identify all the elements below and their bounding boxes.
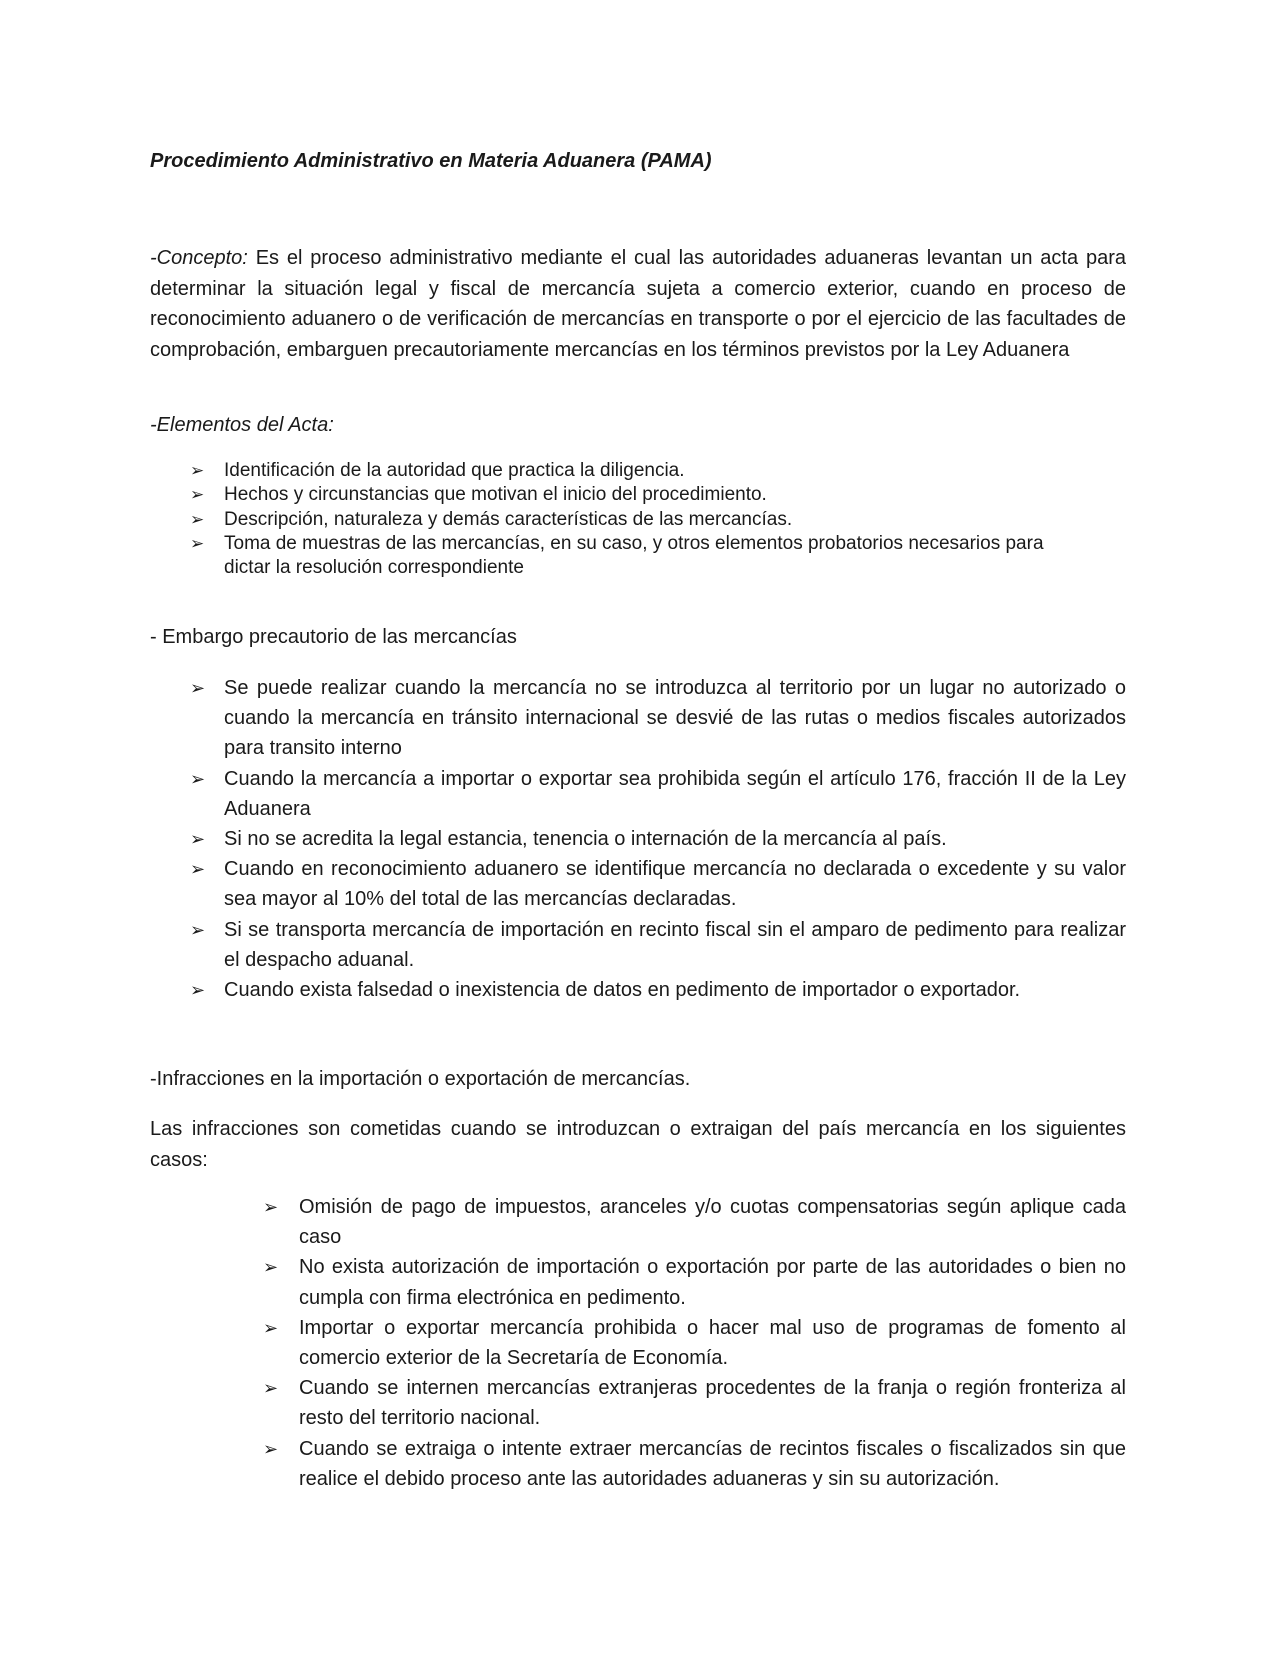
embargo-list xyxy=(190,673,1126,1005)
arrow-bullet-icon: ➢ xyxy=(263,1197,279,1218)
list-item: ➢ No exista autorización de importación o exportación por parte de las autoridades o bien no cumpla con firma electrónica en pedimento. xyxy=(263,1252,1126,1312)
list-item: ➢ Identificación de la autoridad que practica la diligencia. xyxy=(190,459,1090,483)
arrow-bullet-icon: ➢ xyxy=(263,1438,279,1460)
infracciones-intro: Las infracciones son cometidas cuando se introduzcan o extraigan del país mercancía en los siguientes casos: xyxy=(150,1118,1126,1171)
arrow-bullet-icon: ➢ xyxy=(190,768,206,790)
concepto-paragraph xyxy=(150,243,1126,365)
concepto-label: -Concepto: xyxy=(150,247,248,269)
arrow-bullet-icon: ➢ xyxy=(263,1378,279,1400)
arrow-bullet-icon: ➢ xyxy=(190,485,205,506)
list-item: ➢ Omisión de pago de impuestos, aranceles y/o cuotas compensatorias según aplique cada caso xyxy=(263,1192,1126,1252)
elementos-list xyxy=(190,459,1090,580)
arrow-bullet-icon: ➢ xyxy=(190,919,206,941)
list-item: ➢ Cuando en reconocimiento aduanero se identifique mercancía no declarada o excedente y su valor sea mayor al 10% del total de las mercancías declaradas. xyxy=(190,854,1126,914)
embargo-heading: - Embargo precautorio de las mercancías xyxy=(150,626,517,648)
arrow-bullet-icon: ➢ xyxy=(190,533,205,554)
arrow-bullet-icon: ➢ xyxy=(190,859,206,881)
arrow-bullet-icon: ➢ xyxy=(263,1257,279,1279)
list-item: ➢ Cuando la mercancía a importar o exportar sea prohibida según el artículo 176, fracción II de la Ley Aduanera xyxy=(190,764,1126,824)
concepto-text: Es el proceso administrativo mediante el cual las autoridades aduaneras levantan un acta para determinar la situación legal y fiscal de mercancía sujeta a comercio exterior, cuando en proceso de reconocimiento aduanero o de verificación de mercancías en transporte o por el ejercicio de las facultades de comprobación, embarguen precautoriamente mercancías en los términos previstos por la Ley Aduanera xyxy=(150,247,1126,361)
arrow-bullet-icon: ➢ xyxy=(190,980,206,1002)
list-item: ➢ Cuando se extraiga o intente extraer mercancías de recintos fiscales o fiscalizados sin que realice el debido proceso ante las autoridades aduaneras y sin su autorización. xyxy=(263,1434,1126,1494)
list-item: ➢ Toma de muestras de las mercancías, en su caso, y otros elementos probatorios necesarios para dictar la resolución correspondiente xyxy=(190,532,1044,579)
arrow-bullet-icon: ➢ xyxy=(190,461,205,481)
document-title: Procedimiento Administrativo en Materia Aduanera (PAMA) xyxy=(150,150,712,172)
list-item: ➢ Importar o exportar mercancía prohibida o hacer mal uso de programas de fomento al comercio exterior de la Secretaría de Economía. xyxy=(263,1313,1126,1373)
arrow-bullet-icon: ➢ xyxy=(190,509,205,530)
list-item: ➢ Descripción, naturaleza y demás características de las mercancías. xyxy=(190,508,1090,532)
arrow-bullet-icon: ➢ xyxy=(190,678,206,699)
elementos-heading: -Elementos del Acta: xyxy=(150,414,334,436)
list-item: ➢ Hechos y circunstancias que motivan el inicio del procedimiento. xyxy=(190,483,1090,507)
list-item: ➢ Si se transporta mercancía de importación en recinto fiscal sin el amparo de pedimento para realizar el despacho aduanal. xyxy=(190,915,1126,975)
list-item: ➢ Cuando exista falsedad o inexistencia de datos en pedimento de importador o exportador. xyxy=(190,975,1126,1005)
infracciones-heading: -Infracciones en la importación o exportación de mercancías. xyxy=(150,1068,691,1090)
infracciones-list xyxy=(263,1192,1126,1494)
arrow-bullet-icon: ➢ xyxy=(263,1317,279,1339)
list-item: ➢ Si no se acredita la legal estancia, tenencia o internación de la mercancía al país. xyxy=(190,824,1126,854)
list-item: ➢ Cuando se internen mercancías extranjeras procedentes de la franja o región fronteriza al resto del territorio nacional. xyxy=(263,1373,1126,1433)
arrow-bullet-icon: ➢ xyxy=(190,829,206,851)
list-item: ➢ Se puede realizar cuando la mercancía no se introduzca al territorio por un lugar no autorizado o cuando la mercancía en tránsito internacional se desvié de las rutas o medios fiscales autorizados para transito interno xyxy=(190,673,1126,764)
